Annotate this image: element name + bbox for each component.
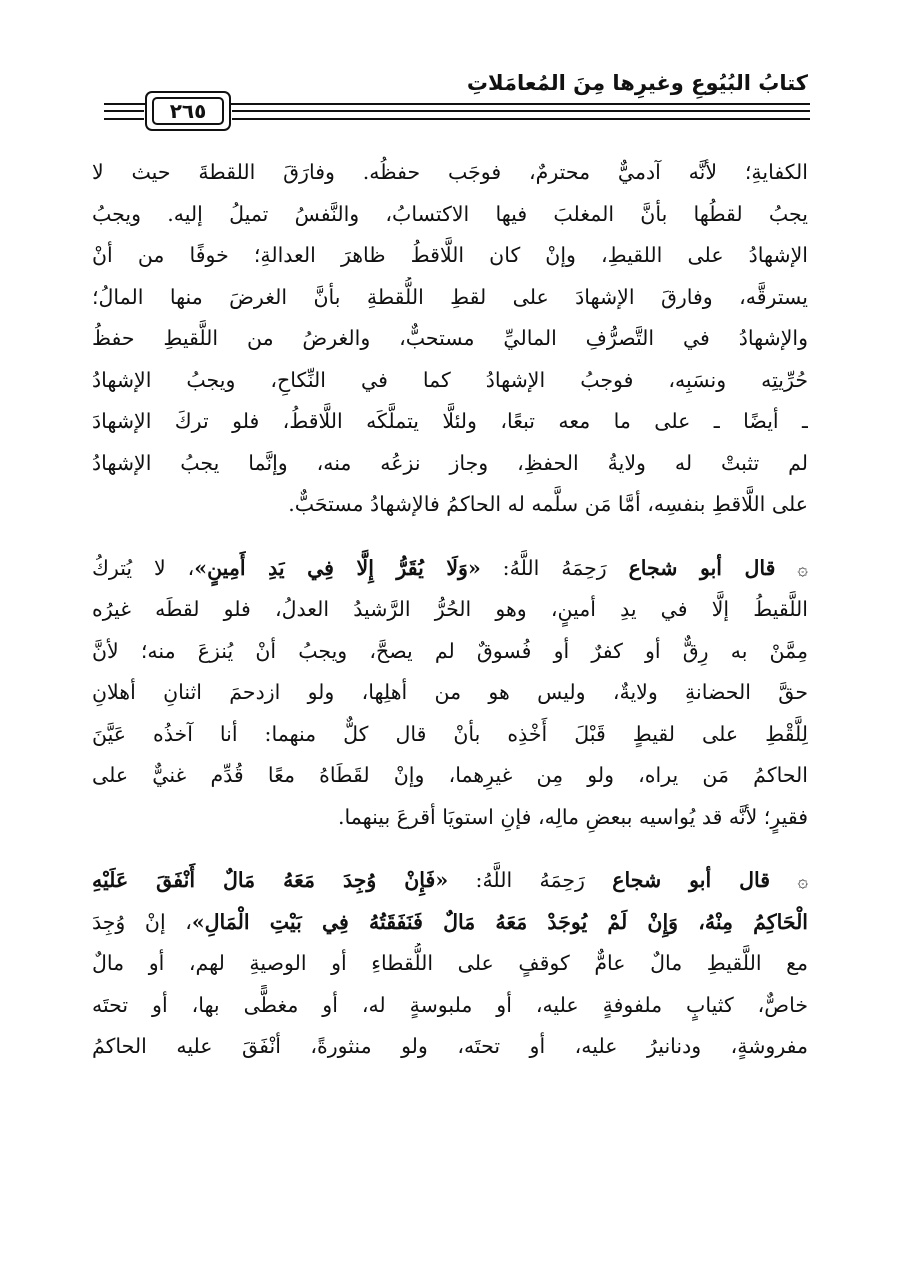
text-line: يجبُ لقطُها بأنَّ المغلبَ فيها الاكتسابُ، والنَّفسُ تميلُ إليه. ويجبُ (92, 201, 808, 226)
text-line: فقيرٍ؛ لأنَّه قد يُواسيه ببعضِ مالِه، فإنِ استويَا أقرعَ بينهما. (338, 804, 808, 829)
text-line: والإشهادُ في التَّصرُّفِ الماليِّ مستحبٌّ، والغرضُ من اللَّقيطِ حفظُ (92, 326, 808, 350)
honorific: رَحِمَهُ اللَّهُ (509, 555, 607, 580)
text-line: الكفايةِ؛ لأنَّه آدميٌّ محترمٌ، فوجَب حفظُه. وفارَقَ اللقطةَ حيث لا (92, 160, 808, 184)
commentary-start: ، لا يُتركُ (92, 555, 195, 580)
running-title: كتابُ البُيُوعِ وغيرِها مِنَ المُعامَلاتِ (466, 71, 808, 95)
text-line: خاصٌّ، كثيابٍ ملفوفةٍ عليه، أو ملبوسةٍ له، أو مغطًّى بها، أو تحتَه (92, 992, 808, 1017)
page-number: ٢٦٥ (152, 97, 224, 125)
matn-quote: «فَإِنْ وُجِدَ مَعَهُ مَالٌ أَنْفَقَ عَلَيْهِ (92, 868, 449, 892)
speaker-name: قال أبو شجاع (612, 868, 771, 892)
matn-quote: الْحَاكِمُ مِنْهُ، وَإِنْ لَمْ يُوجَدْ مَعَهُ مَالٌ فَنَفَقَتُهُ فِي بَيْتِ الْمَالِ» (191, 909, 808, 934)
paragraph-gap (92, 838, 808, 860)
matn-heading-line: ۞ قال أبو شجاع رَحِمَهُ اللَّهُ: «وَلَا يُقَرُّ إِلَّا فِي يَدِ أَمِينٍ»، لا يُتركُ (92, 555, 808, 580)
text-line: مِمَّنْ به رِقٌّ أو كفرٌ أو فُسوقٌ لم يصحَّ، ويجبُ أنْ يُنزعَ منه؛ لأنَّ (92, 638, 808, 663)
header-double-rule-right (232, 110, 810, 120)
honorific: رَحِمَهُ اللَّهُ (482, 868, 585, 892)
commentary-start: ، إنْ وُجِدَ (92, 909, 192, 934)
header-double-rule-left (104, 110, 144, 120)
ornament-icon: ۞ (797, 558, 808, 580)
page-number-frame (145, 91, 231, 131)
ornament-icon: ۞ (797, 871, 808, 892)
paragraph-3 (92, 860, 808, 1068)
paragraph-gap (92, 526, 808, 548)
text-line: الإشهادُ على اللقيطِ، وإنْ كان اللَّاقطُ ظاهرَ العدالةِ؛ خوفًا من أنْ (92, 243, 808, 267)
text-line: ـ أيضًا ـ على ما معه تبعًا، ولئلَّا يتملَّكَه اللَّاقطُ، فلو تركَ الإشهادَ (92, 409, 808, 433)
page-body (92, 152, 808, 1068)
speaker-name: قال أبو شجاع (628, 555, 776, 580)
text-line: حُرِّيتِه ونسَبِه، فوجبُ الإشهادُ كما في النِّكاحِ، ويجبُ الإشهادُ (92, 367, 808, 392)
text-line: مع اللَّقيطِ مالٌ عامٌّ كوقفٍ على اللُّقطاءِ أو الوصيةِ لهم، أو مالٌ (92, 951, 808, 975)
text-line: لِلَّقْطِ على لقيطٍ قَبْلَ أَخْذِه بأنْ قال كلٌّ منهما: أنا آخذُه عَيَّنَ (92, 721, 808, 746)
text-line: اللَّقيطُ إلَّا في يدِ أمينٍ، وهو الحُرُّ الرَّشيدُ العدلُ، فلو لقطَه غيرُه (92, 597, 808, 621)
text-line: حقَّ الحضانةِ ولايةٌ، وليس هو من أهلِها، ولو ازدحمَ اثنانِ أهلانِ (92, 680, 808, 704)
text-line: مفروشةٍ، ودنانيرُ عليه، أو تحتَه، ولو منثورةً، أنْفَقَ عليه الحاكمُ (92, 1034, 808, 1058)
matn-quote: «وَلَا يُقَرُّ إِلَّا فِي يَدِ أَمِينٍ» (194, 555, 481, 580)
matn-heading-line: ۞ قال أبو شجاع رَحِمَهُ اللَّهُ: «فَإِنْ وُجِدَ مَعَهُ مَالٌ أَنْفَقَ عَلَيْهِ (92, 868, 808, 892)
text-line: لم تثبتْ له ولايةُ الحفظِ، وجاز نزعُه منه، وإنَّما يجبُ الإشهادُ (92, 450, 808, 475)
matn-continuation-line (92, 902, 808, 944)
paragraph-1 (92, 152, 808, 526)
text-line: على اللَّاقطِ بنفسِه، أمَّا مَن سلَّمه له الحاكمُ فالإشهادُ مستحَبٌّ. (288, 492, 808, 516)
text-line: الحاكمُ مَن يراه، ولو مِن غيرِهما، وإنْ لقَطَاهُ معًا قُدِّم غنيٌّ على (92, 763, 808, 787)
paragraph-2 (92, 548, 808, 839)
text-line: يسترقَّه، وفارقَ الإشهادَ على لقطِ اللُّقطةِ بأنَّ الغرضَ منها المالُ؛ (92, 284, 808, 309)
